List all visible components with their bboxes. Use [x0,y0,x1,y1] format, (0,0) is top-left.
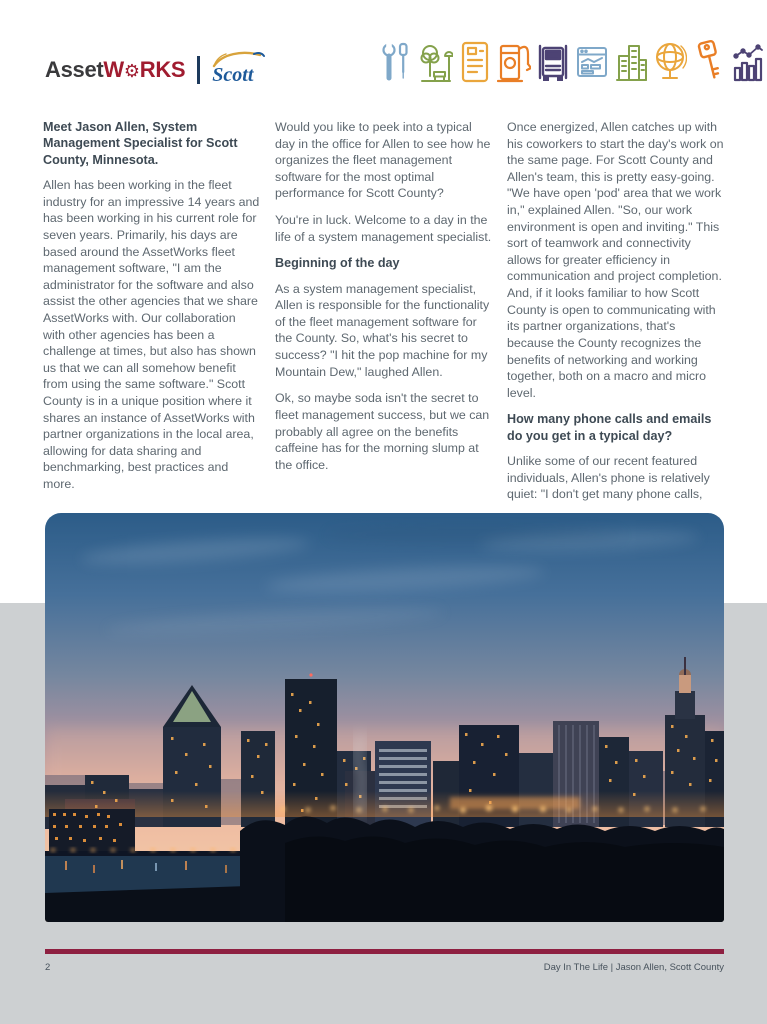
skyline-photo [45,513,724,922]
paragraph: As a system management specialist, Allen is responsible for the functionality of the fleet management software for the County. So, what's his secret to success? "I hit the pop machine for my Mountain Dew," laughed Allen. [275,281,490,379]
scott-county-logo [212,54,253,87]
paragraph: Ok, so maybe soda isn't the secret to fleet management success, but we can probably all agree on the benefits caffeine has for the morning slump at the office. [275,391,490,472]
footer-title: Day In The Life | Jason Allen, Scott County [543,962,724,973]
key-icon [692,36,726,88]
tree-silhouette-2 [285,836,724,922]
paragraph: You're in luck. Welcome to a day in the life of a system management specialist. [275,213,492,244]
park-icon [419,36,453,88]
column-2 [275,119,493,513]
assetworks-logo-w: W [103,57,124,82]
tools-icon [380,36,414,88]
paragraph: Would you like to peek into a typical day in the office for Allen to see how he organizes the fleet management software for the most optimal performance for Scott County? [275,120,491,201]
document-icon [458,36,492,88]
fuel-pump-icon [497,36,531,88]
assetworks-logo [45,57,185,83]
truck-icon [536,36,570,88]
header-icon-row [380,36,764,88]
logo-divider [197,56,200,84]
scott-logo-label: Scott [212,63,254,86]
globe-icon [653,36,687,88]
bar-chart-icon [731,36,765,88]
section-heading: How many phone calls and emails do you get in a typical day? [507,412,712,443]
scott-swoosh-icon [208,50,270,68]
paragraph: Unlike some of our recent featured individuals, Allen's phone is relatively quiet: "I don't get many phone calls, [507,454,710,502]
section-heading: Beginning of the day [275,256,400,271]
paragraph: Allen has been working in the fleet industry for an impressive 14 years and has been working in his current role for seven years. Primarily, his days are based around the AssetWorks fleet management software, "I am the administrator for the software and also assist the other agencies that we share AssetWorks with. Our collaboration with other agencies has been a challenge at times, but also has shown us that we can all somehow benefit from using the same software." Scott County is in a unique position where it shares an instance of AssetWorks with partner organizations in the local area, allowing for data sharing and benchmarking, best practices and more. [43,178,260,492]
page-number: 2 [45,962,51,973]
paragraph: Once energized, Allen catches up with his coworkers to start the day's work on the same page. For Scott County and Allen's team, this is pretty easy-going. "We have open 'pod' area that we work in," explained Allen. "So, our work environment is open and inviting." This sort of teamwork and connectivity allows for greater efficiency in communication and project completion. And, if it looks familiar to how Scott County is open to communicating with its partner organizations, that's because the County recognizes the benefits of networking and working together, both on a macro and micro level. [507,120,724,400]
footer-rule [45,949,724,954]
article-columns [43,119,725,513]
city-buildings-icon [614,36,648,88]
map-window-icon [575,36,609,88]
header [45,44,253,96]
steam-plume [357,735,363,815]
gear-icon: ⚙ [123,60,140,82]
assetworks-logo-asset: Asset [45,57,104,82]
assetworks-logo-rks: RKS [139,57,186,82]
column-3 [507,119,725,513]
column-1 [43,119,261,513]
skyline-artwork [45,513,724,922]
intro-heading: Meet Jason Allen, System Management Specialist for Scott County, Minnesota. [43,120,238,167]
